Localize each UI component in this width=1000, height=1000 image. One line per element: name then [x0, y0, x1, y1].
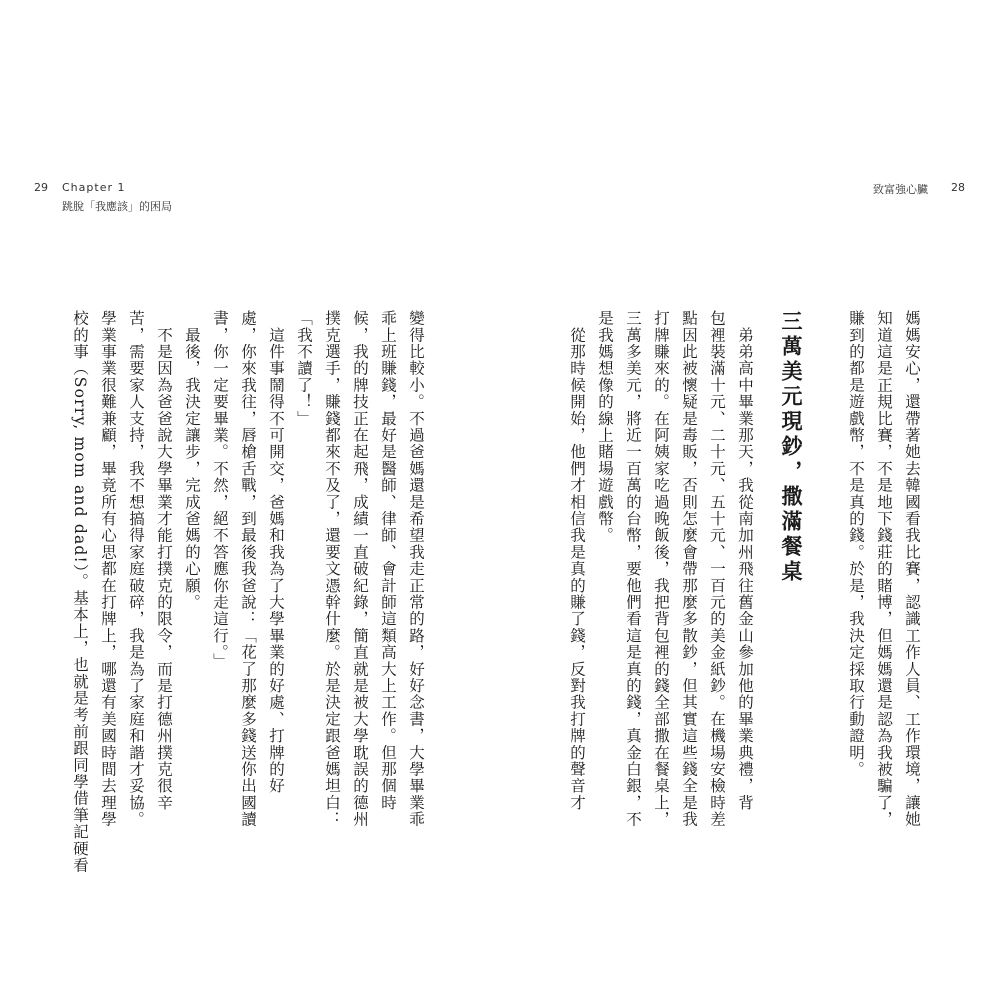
body-line: 不是因為爸爸說大學畢業才能打撲克的限令，而是打德州撲克很辛	[155, 310, 173, 811]
body-line: 變得比較小。不過爸媽還是希望我走正常的路，好好念書，大學畢業乖	[407, 310, 425, 828]
body-line: 這件事鬧得不可開交，爸媽和我為了大學畢業的好處、打牌的好	[267, 310, 285, 795]
body-line: 是我媽想像的線上賭場遊戲幣。	[596, 310, 614, 544]
body-line: 校的事（Sorry, mom and dad!）。基本上，也就是考前跟同學借筆記硬看	[71, 310, 89, 874]
body-line: 學業事業很難兼顧，畢竟所有心思都在打牌上，哪還有美國時間去理學	[99, 310, 117, 828]
chapter-title: 跳脫「我應該」的困局	[62, 200, 172, 213]
body-line: 三萬多美元，將近一百萬的台幣，要他們看這是真的錢，真金白銀，不	[624, 310, 642, 828]
body-line: 打牌賺來的。在阿姨家吃過晚飯後，我把背包裡的錢全部撒在餐桌上，	[652, 310, 670, 828]
body-line: 最後，我決定讓步，完成爸媽的心願。	[183, 310, 201, 611]
body-line: 處，你來我往，唇槍舌戰，到最後我爸說：「花了那麼多錢送你出國讀	[239, 310, 257, 828]
body-line: 賺到的都是遊戲幣，不是真的錢。於是，我決定採取行動證明。	[847, 310, 865, 778]
left-page-number: 29	[34, 181, 48, 194]
body-line: 撲克選手，賺錢都來不及了，還要文憑幹什麼。於是決定跟爸媽坦白：	[323, 310, 341, 828]
body-line: 乖上班賺錢，最好是醫師、律師、會計師這類高大上工作。但那個時	[379, 310, 397, 811]
body-line: 從那時候開始，他們才相信我是真的賺了錢，反對我打牌的聲音才	[568, 310, 586, 811]
section-heading: 三萬美元現鈔，撒滿餐桌	[779, 310, 803, 585]
body-line: 書，你一定要畢業。不然，絕不答應你走這行。」	[211, 310, 229, 670]
body-line: 點因此被懷疑是毒販，否則怎麼會帶那麼多散鈔，但其實這些錢全是我	[680, 310, 698, 828]
body-line: 媽媽安心，還帶著她去韓國看我比賽，認識工作人員、工作環境，讓她	[903, 310, 921, 828]
body-line: 包裡裝滿十元、二十元、五十元、一百元的美金紙鈔。在機場安檢時差	[708, 310, 726, 828]
chapter-label: Chapter 1	[62, 181, 126, 194]
running-title: 致富強心臟	[873, 183, 928, 196]
body-line: 候，我的牌技正在起飛，成績一直破紀錄，簡直就是被大學耽誤的德州	[351, 310, 369, 828]
body-line: 苦，需要家人支持，我不想搞得家庭破碎，我是為了家庭和諧才妥協。	[127, 310, 145, 828]
body-line: 知道這是正規比賽，不是地下錢莊的賭博，但媽媽還是認為我被騙了，	[875, 310, 893, 828]
body-line: 弟弟高中畢業那天，我從南加州飛往舊金山參加他的畢業典禮，背	[736, 310, 754, 811]
right-page-number: 28	[951, 181, 965, 194]
body-line: 「我不讀了！」	[295, 310, 313, 427]
